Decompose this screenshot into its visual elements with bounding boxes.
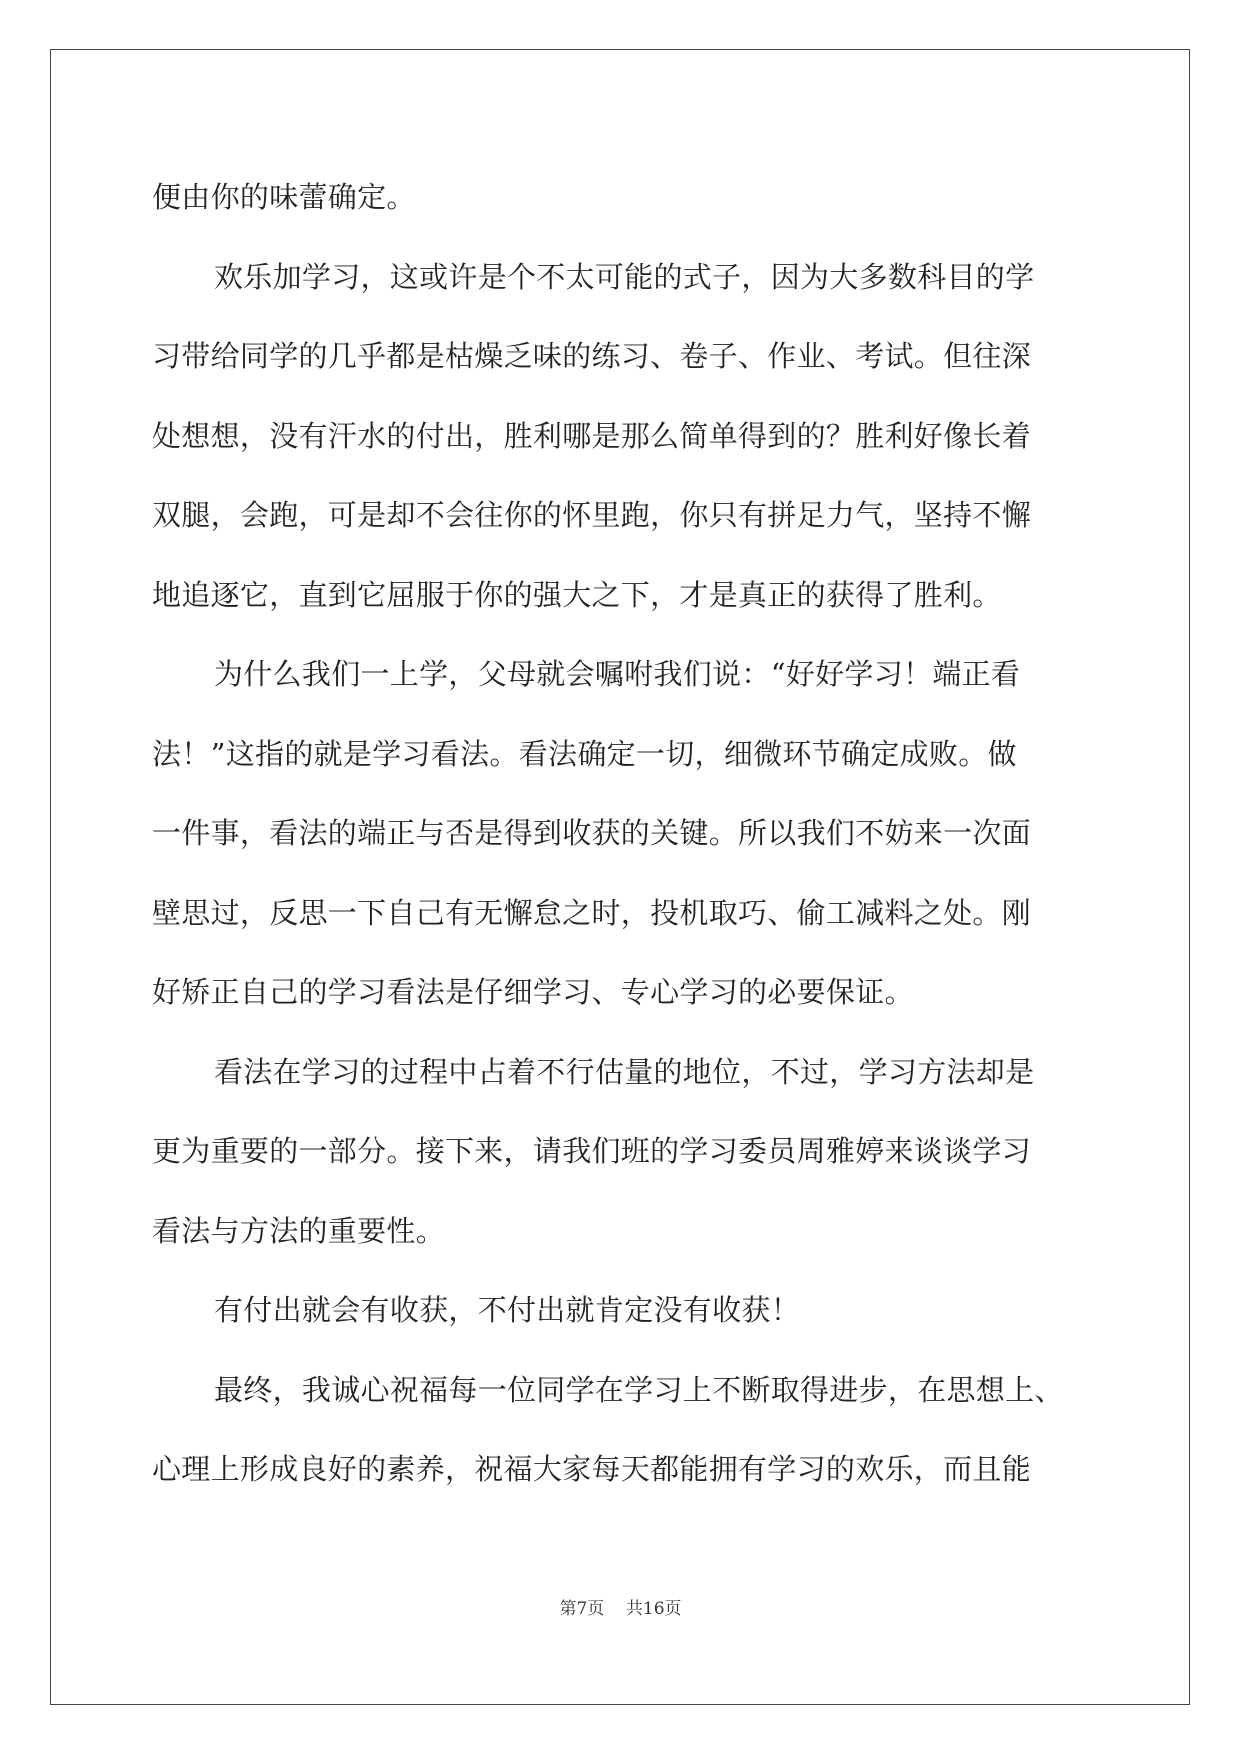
text-line: 有付出就会有收获，不付出就肯定没有收获！ [214, 1293, 801, 1327]
text-line: 一件事，看法的端正与否是得到收获的关键。所以我们不妨来一次面 [152, 816, 1032, 850]
page-total: 共16页 [625, 1599, 682, 1619]
text-line: 欢乐加学习，这或许是个不太可能的式子，因为大多数科目的学 [214, 259, 1035, 294]
text-line: 为什么我们一上学，父母就会嘱咐我们说：“好好学习！端正看 [214, 657, 1021, 691]
text-line: 法！”这指的就是学习看法。看法确定一切，细微环节确定成败。做 [152, 736, 1017, 771]
text-line: 壁思过，反思一下自己有无懈怠之时，投机取巧、偷工减料之处。刚 [152, 895, 1032, 930]
text-line: 双腿，会跑，可是却不会往你的怀里跑，你只有拼足力气，坚持不懈 [152, 498, 1032, 532]
document-body [152, 158, 1092, 1510]
page-footer [0, 1598, 1241, 1620]
text-line: 看法与方法的重要性。 [152, 1213, 446, 1248]
text-line: 好矫正自己的学习看法是仔细学习、专心学习的必要保证。 [152, 975, 914, 1009]
text-line: 习带给同学的几乎都是枯燥乏味的练习、卷子、作业、考试。但往深 [152, 339, 1032, 373]
text-line: 更为重要的一部分。接下来，请我们班的学习委员周雅婷来谈谈学习 [152, 1134, 1032, 1168]
text-line: 处想想，没有汗水的付出，胜利哪是那么简单得到的？胜利好像长着 [152, 418, 1032, 453]
text-line: 心理上形成良好的素养，祝福大家每天都能拥有学习的欢乐，而且能 [152, 1452, 1032, 1486]
text-line: 看法在学习的过程中占着不行估量的地位，不过，学习方法却是 [214, 1054, 1035, 1089]
text-line: 最终，我诚心祝福每一位同学在学习上不断取得进步，在思想上、 [214, 1372, 1064, 1407]
text-line: 便由你的味蕾确定。 [152, 180, 416, 214]
text-line: 地追逐它，直到它屈服于你的强大之下，才是真正的获得了胜利。 [152, 577, 1002, 612]
page-number: 第7页 [559, 1599, 605, 1619]
